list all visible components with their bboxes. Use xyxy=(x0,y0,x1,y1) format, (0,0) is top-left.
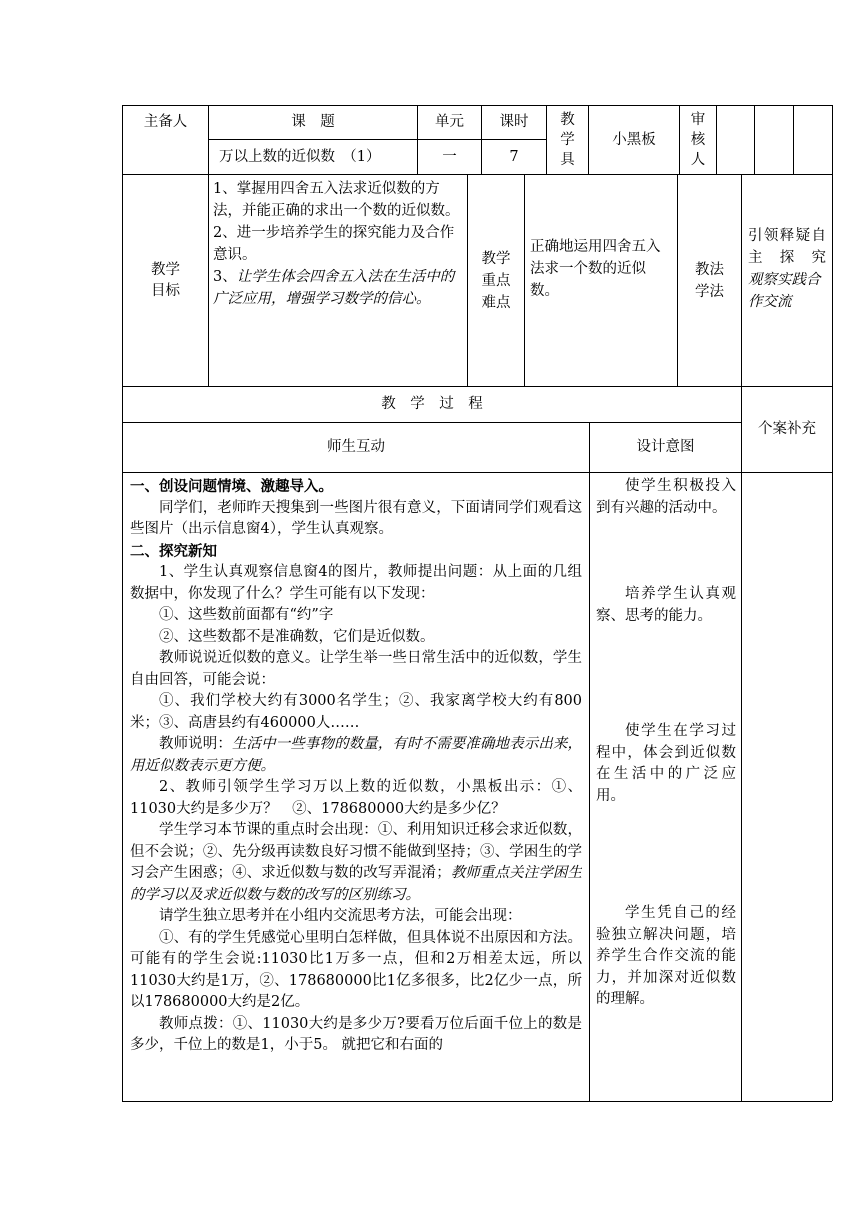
lesson-value: 7 xyxy=(509,148,519,165)
teaching-process-title: 教 学 过 程 xyxy=(381,396,483,412)
interaction-column-header: 师生互动 xyxy=(327,439,385,455)
method-text: 引领释疑自主探究 观察实践合作交流 xyxy=(748,228,826,310)
method-label: 教法 学法 xyxy=(695,261,724,300)
design-intent-column-header: 设计意图 xyxy=(636,439,695,455)
key-points-text: 正确地运用四舍五入法求一个数的近似数。 xyxy=(530,239,661,299)
design-note: 使学生在学习过程中，体会到近似数在生活中的广泛应用。 xyxy=(596,723,736,804)
section-heading: 二、探究新知 xyxy=(130,542,217,560)
design-note: 学生凭自己的经验独立解决问题，培养学生合作交流的能力，并加深对近似数的理解。 xyxy=(596,905,736,1007)
lesson-label: 课时 xyxy=(499,114,529,130)
topic-label: 课 题 xyxy=(291,114,335,130)
interaction-content: 一、创设问题情境、激趣导入。 同学们，老师昨天搜集到一些图片很有意义，下面请同学们观看这些图片（出示信息窗4），学生认真观察。 二、探究新知 1、学生认真观察信息窗4的图片，教师提出问题：从上面的几组数据中，你发现了什么？学生可能有以下发现： ①、这些数前面都有“约”字 ②、这些数都不是准确数，它们是近似数。 教师说说近似数的意义。让学生举一些日常生活中的近似数，学生自由回答，可能会说： ①、我们学校大约有3000名学生；②、我家离学校大约有800米；③、高唐县约有460000人…… 教师说明：生活中一些事物的数量，有时不需要准确地表示出来，用近似数表示更方便。 2、教师引领学生学习万以上数的近似数，小黑板出示：①、11030大约是多少万？ ②、178680000大约是多少亿？ 学生学习本节课的重点时会出现：①、利用知识迁移会求近似数，但不会说；②、先分级再读数良好习惯不能做到坚持；③、学困生的学习会产生困惑；④、求近似数与数的改写弄混淆；教师重点关注学困生的学习以及求近似数与数的改写的区别练习。 请学生独立思考并在小组内交流思考方法，可能会出现： ①、有的学生凭感觉心里明白怎样做，但具体说不出原因和方法。可能有的学生会说:11030比1万多一点，但和2万相差太远，所以11030大约是1万，②、178680000比1亿多很多，比2亿少一点，所以178680000大约是2亿。 教师点拨：①、11030大约是多少万?要看万位后面千位上的数是多少，千位上的数是1，小于5。 就把它和右面的 xyxy=(130,478,582,1053)
topic-value: 万以上数的近似数 （1） xyxy=(219,148,381,165)
preparer-label: 主备人 xyxy=(143,114,188,130)
teaching-goals-text: 1、掌握用四舍五入法求近似数的方法，并能正确的求出一个数的近似数。 2、进一步培养学生的探究能力及合作意识。 3、让学生体会四舍五入法在生活中的广泛应用，增强学习数学的信心。 xyxy=(213,181,460,307)
case-supplement-label: 个案补充 xyxy=(758,421,816,437)
design-note: 使学生积极投入到有兴趣的活动中。 xyxy=(596,478,736,516)
design-note: 培养学生认真观察、思考的能力。 xyxy=(596,586,736,624)
teaching-aids-label: 教 学 具 xyxy=(560,112,575,168)
section-heading: 一、创设问题情境、激趣导入。 xyxy=(130,478,333,495)
reviewer-label: 审 核 人 xyxy=(690,112,706,168)
teaching-goals-label: 教学 目标 xyxy=(151,261,180,299)
unit-label: 单元 xyxy=(435,114,464,130)
key-points-label: 教学 重点 难点 xyxy=(481,250,511,311)
unit-value: 一 xyxy=(442,148,457,165)
teaching-aids-value: 小黑板 xyxy=(612,131,656,148)
